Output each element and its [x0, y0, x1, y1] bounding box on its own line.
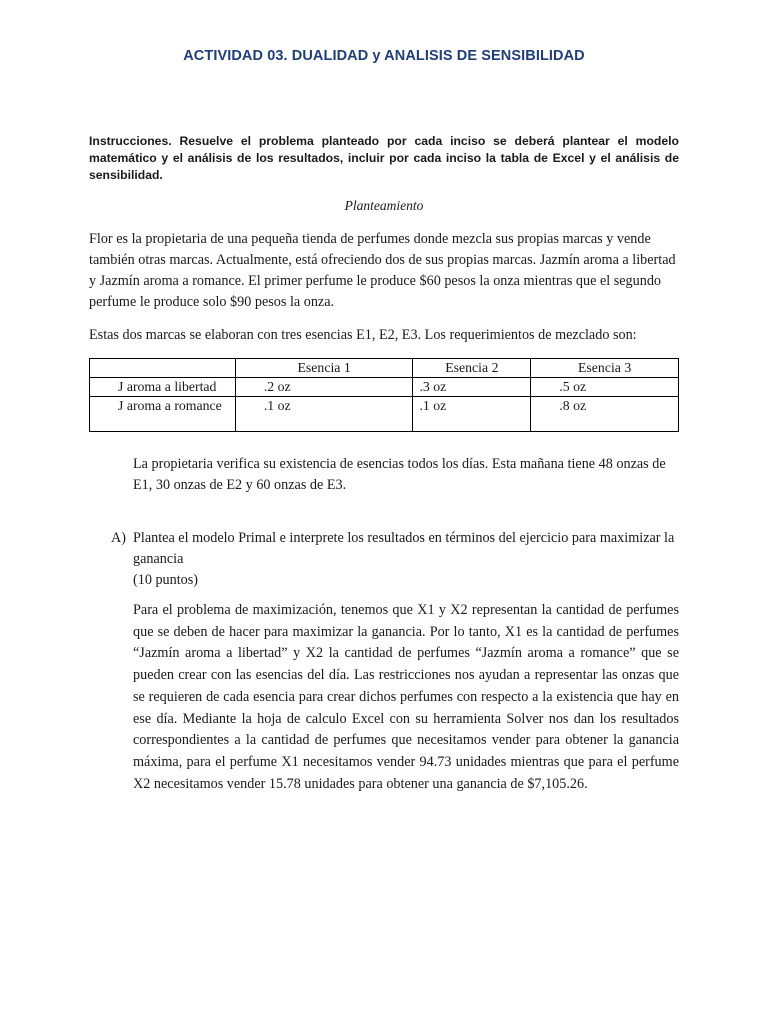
table-cell: .2 oz	[235, 378, 413, 397]
essences-paragraph: Estas dos marcas se elaboran con tres esencias E1, E2, E3. Los requerimientos de mezclado son:	[89, 327, 637, 343]
document-title: ACTIVIDAD 03. DUALIDAD y ANALISIS DE SENSIBILIDAD	[183, 48, 585, 64]
table-row	[90, 397, 679, 432]
table-header-cell: Esencia 2	[413, 359, 531, 378]
table-header-cell: Esencia 1	[235, 359, 413, 378]
table-cell: J aroma a romance	[90, 397, 236, 432]
table-cell: .8 oz	[531, 397, 679, 432]
table-cell: J aroma a libertad	[90, 378, 236, 397]
table-header-row	[90, 359, 679, 378]
table-header-cell	[90, 359, 236, 378]
item-a-points: (10 puntos)	[133, 572, 199, 588]
section-heading: Planteamiento	[344, 198, 424, 213]
item-a-text: Plantea el modelo Primal e interprete los resultados en términos del ejercicio para maximizar la ganancia	[133, 530, 675, 567]
table-header-cell: Esencia 3	[531, 359, 679, 378]
problem-paragraph: Flor es la propietaria de una pequeña tienda de perfumes donde mezcla sus propias marcas y vende también otras marcas. Actualmente, está ofreciendo dos de sus propias marcas. Jazmín aroma a libertad y Jazmín aroma a romance. El primer perfume le produce $60 pesos la onza mientras que el segundo perfume le produce solo $90 pesos la onza.	[89, 231, 676, 310]
table-cell: .3 oz	[413, 378, 531, 397]
table-cell: .1 oz	[413, 397, 531, 432]
table-cell: .5 oz	[531, 378, 679, 397]
table-cell: .1 oz	[235, 397, 413, 432]
item-a	[133, 528, 678, 591]
item-a-marker: A)	[111, 530, 126, 546]
instructions-text: Instrucciones. Resuelve el problema planteado por cada inciso se deberá plantear el modelo matemático y el análisis de los resultados, incluir por cada inciso la tabla de Excel y el análisis de sensibilidad.	[89, 134, 679, 182]
requirements-table	[89, 358, 679, 432]
answer-paragraph: Para el problema de maximización, tenemos que X1 y X2 representan la cantidad de perfumes que se deben de hacer para maximizar la ganancia. Por lo tanto, X1 es la cantidad de perfumes “Jazmín aroma a libertad” y X2 la cantidad de perfumes “Jazmín aroma a romance” que se pueden crear con las esencias del día. Las restricciones nos ayudan a representar las onzas que se requieren de cada esencia para crear dichos perfumes con respecto a la existencia que hay en ese día. Mediante la hoja de calculo Excel con su herramienta Solver nos dan los resultados correspondientes a la cantidad de perfumes que necesitamos vender para obtener la ganancia máxima, para el perfume X1 necesitamos vender 94.73 unidades mientras que para el perfume X2 necesitamos vender 15.78 unidades para obtener una ganancia de $7,105.26.	[133, 602, 679, 792]
table-row	[90, 378, 679, 397]
stock-paragraph: La propietaria verifica su existencia de esencias todos los días. Esta mañana tiene 48 onzas de E1, 30 onzas de E2 y 60 onzas de E3.	[133, 456, 666, 493]
